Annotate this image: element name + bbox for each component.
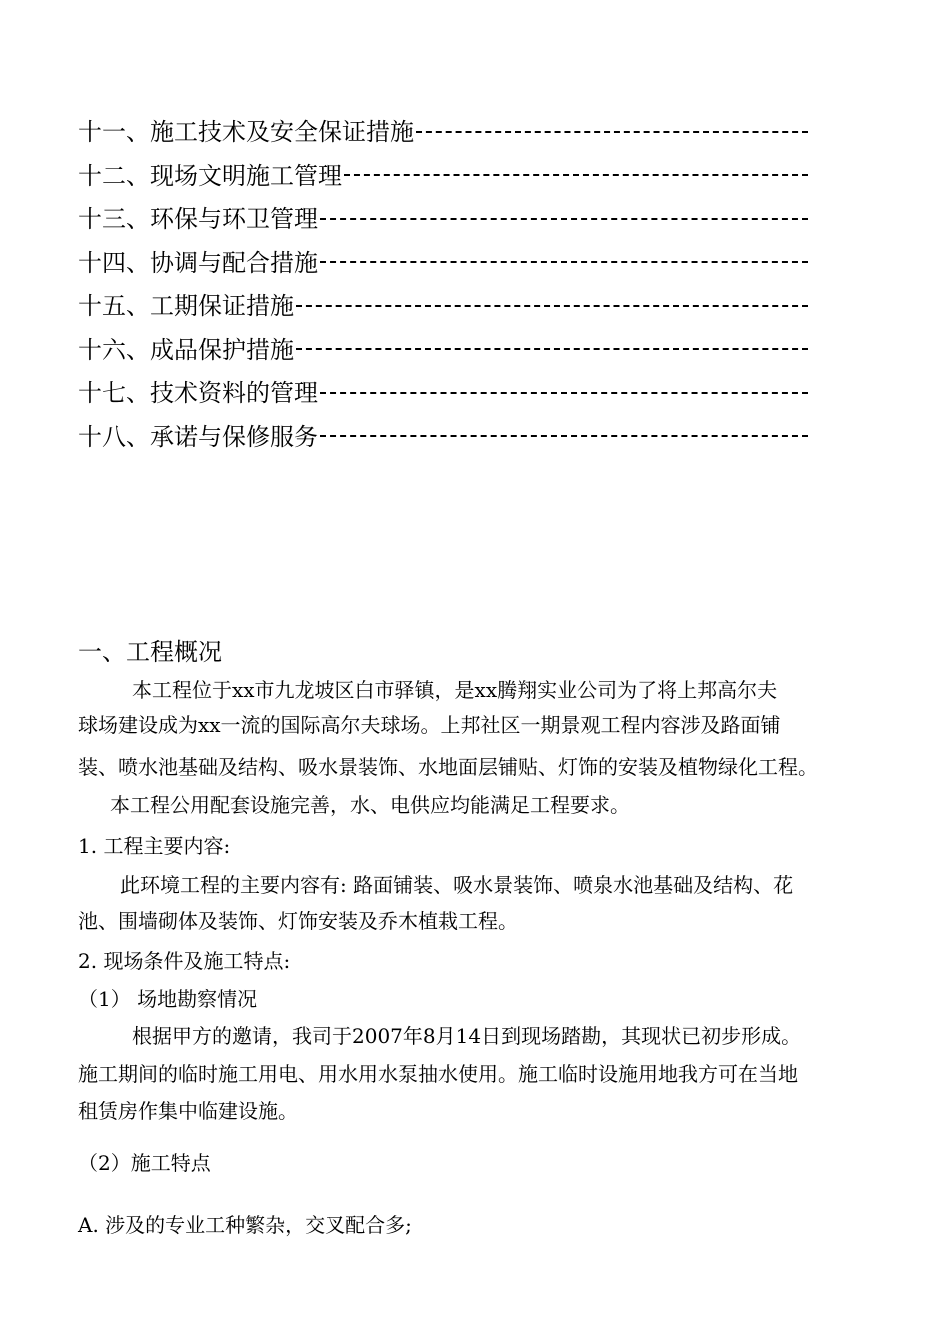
toc-entry-label: 十七、技术资料的管理: [78, 379, 318, 408]
subheading: 1. 工程主要内容:: [78, 834, 231, 858]
paragraph-line: A. 涉及的专业工种繁杂，交叉配合多;: [78, 1213, 412, 1237]
subheading: （1） 场地勘察情况: [78, 987, 258, 1011]
toc-entry: [78, 413, 808, 457]
toc-leader: [320, 392, 808, 394]
toc-leader: [320, 218, 808, 220]
toc-entry-label: 十八、承诺与保修服务: [78, 422, 318, 451]
toc-entry-label: 十四、协调与配合措施: [78, 248, 318, 277]
toc-entry: [78, 108, 808, 152]
toc-entry: [78, 369, 808, 413]
paragraph-line: 此环境工程的主要内容有: 路面铺装、吸水景装饰、喷泉水池基础及结构、花: [120, 873, 794, 897]
toc-leader: [296, 305, 808, 307]
paragraph-line: 施工期间的临时施工用电、用水用水泵抽水使用。施工临时设施用地我方可在当地: [78, 1062, 798, 1086]
toc-entry-label: 十五、工期保证措施: [78, 292, 294, 321]
toc-entry: [78, 195, 808, 239]
subheading: （2）施工特点: [78, 1151, 211, 1175]
toc-entry-label: 十三、环保与环卫管理: [78, 205, 318, 234]
toc-leader: [320, 435, 808, 437]
paragraph-line: 租赁房作集中临建设施。: [78, 1099, 298, 1123]
paragraph-line: 本工程公用配套设施完善，水、电供应均能满足工程要求。: [110, 793, 630, 817]
toc-leader: [416, 131, 808, 133]
toc-leader: [344, 174, 808, 176]
toc-entry: [78, 152, 808, 196]
paragraph-line: 装、喷水池基础及结构、吸水景装饰、水地面层铺贴、灯饰的安装及植物绿化工程。: [78, 755, 818, 779]
paragraph-line: 本工程位于xx市九龙坡区白市驿镇，是xx腾翔实业公司为了将上邦高尔夫: [132, 678, 778, 702]
table-of-contents: [78, 108, 808, 456]
toc-entry-label: 十一、施工技术及安全保证措施: [78, 118, 414, 147]
toc-leader: [296, 348, 808, 350]
toc-entry-label: 十二、现场文明施工管理: [78, 161, 342, 190]
paragraph-line: 池、围墙砌体及装饰、灯饰安装及乔木植栽工程。: [78, 909, 518, 933]
subheading: 2. 现场条件及施工特点:: [78, 949, 291, 973]
section-heading: 一、工程概况: [78, 638, 222, 666]
toc-entry: [78, 326, 808, 370]
toc-entry: [78, 239, 808, 283]
paragraph-line: 球场建设成为xx一流的国际高尔夫球场。上邦社区一期景观工程内容涉及路面铺: [78, 713, 781, 737]
toc-entry: [78, 282, 808, 326]
paragraph-line: 根据甲方的邀请，我司于2007年8月14日到现场踏勘，其现状已初步形成。: [132, 1024, 802, 1048]
toc-entry-label: 十六、成品保护措施: [78, 335, 294, 364]
toc-leader: [320, 261, 808, 263]
